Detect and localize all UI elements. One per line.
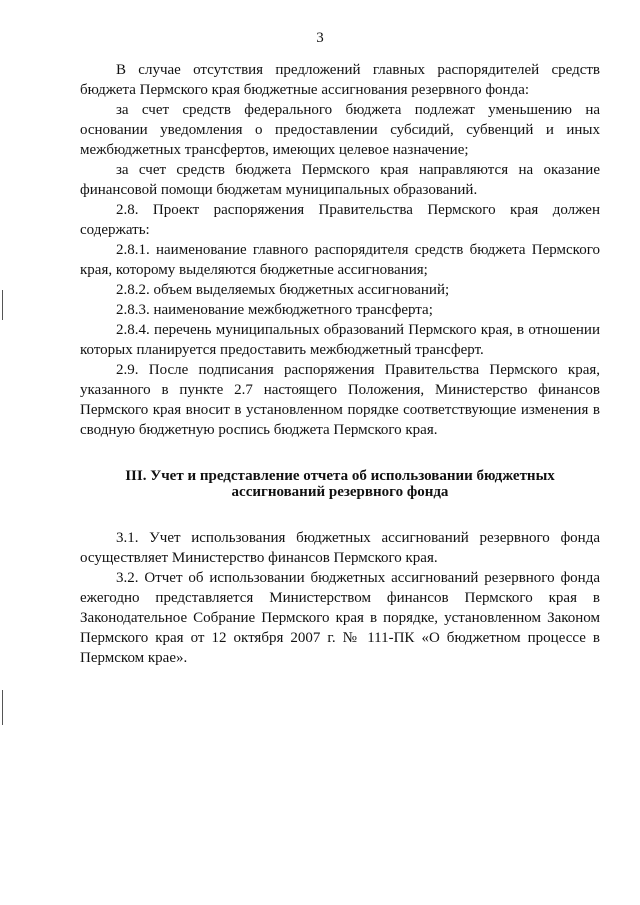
paragraph: за счет средств бюджета Пермского края направляются на оказание финансовой помощи бюджетам муниципальных образований. <box>80 162 600 198</box>
section-heading <box>80 468 600 500</box>
paragraph: 2.8. Проект распоряжения Правительства Пермского края должен содержать: <box>80 202 600 238</box>
scan-margin-mark <box>2 290 3 320</box>
paragraph: 3.1. Учет использования бюджетных ассигнований резервного фонда осуществляет Министерство финансов Пермского края. <box>80 530 600 566</box>
paragraph: 3.2. Отчет об использовании бюджетных ассигнований резервного фонда ежегодно представляется Министерством финансов Пермского края в Законодательное Собрание Пермского края в порядке, установленном Законом Пермского края от 12 октября 2007 г. № 111-ПК «О бюджетном процессе в Пермском крае». <box>80 570 600 666</box>
scan-margin-mark <box>2 690 3 725</box>
page-number: 3 <box>316 30 324 46</box>
paragraph: 2.8.3. наименование межбюджетного трансферта; <box>116 302 433 318</box>
paragraph: 2.8.1. наименование главного распорядителя средств бюджета Пермского края, которому выделяются бюджетные ассигнования; <box>80 242 600 278</box>
paragraph: 2.8.4. перечень муниципальных образований Пермского края, в отношении которых планируется предоставить межбюджетный трансферт. <box>80 322 600 358</box>
paragraph: 2.9. После подписания распоряжения Правительства Пермского края, указанного в пункте 2.7 настоящего Положения, Министерство финансов Пермского края вносит в установленном порядке соответствующие изменения в сводную бюджетную роспись бюджета Пермского края. <box>80 362 600 438</box>
document-body <box>80 60 600 668</box>
paragraph: В случае отсутствия предложений главных распорядителей средств бюджета Пермского края бюджетные ассигнования резервного фонда: <box>80 62 600 98</box>
paragraph: за счет средств федерального бюджета подлежат уменьшению на основании уведомления о предоставлении субсидий, субвенций и иных межбюджетных трансфертов, имеющих целевое назначение; <box>80 102 600 158</box>
section-heading-line: III. Учет и представление отчета об использовании бюджетных <box>125 468 555 484</box>
paragraph: 2.8.2. объем выделяемых бюджетных ассигнований; <box>116 282 450 298</box>
section-heading-line: ассигнований резервного фонда <box>231 484 449 500</box>
